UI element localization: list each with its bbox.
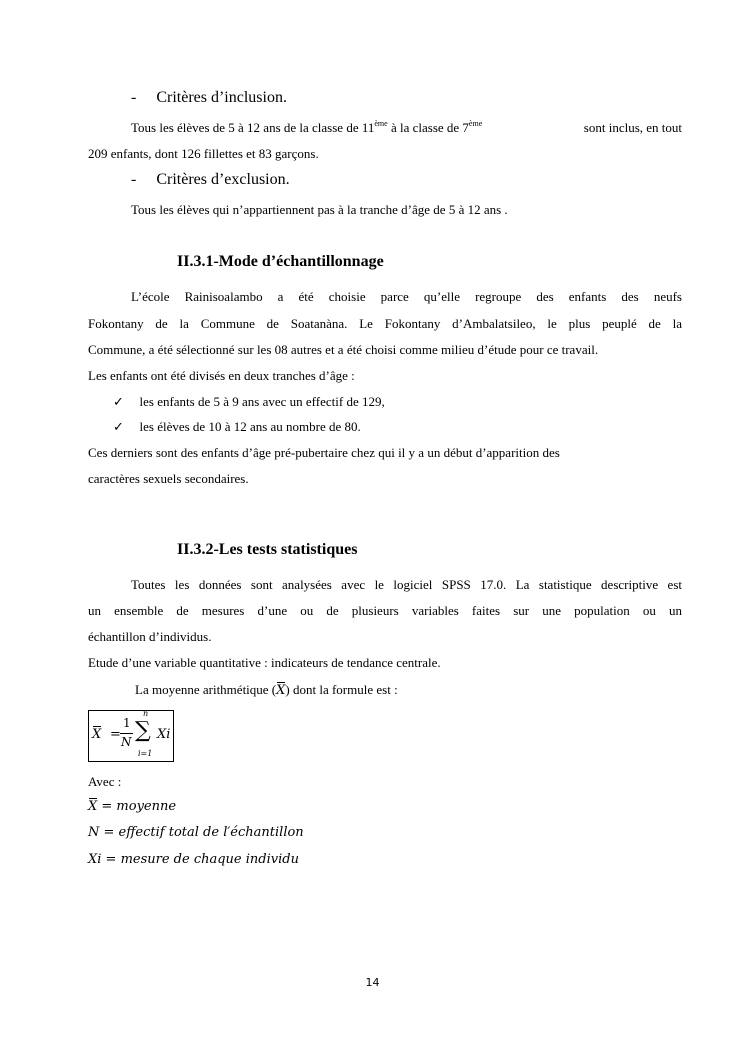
sum-lower-limit: i=1 — [138, 749, 153, 758]
stats-para-line3: échantillon d’individus. — [88, 629, 212, 644]
list-item-text: les élèves de 10 à 12 ans au nombre de 80. — [139, 419, 361, 434]
avec-label: Avec : — [88, 774, 122, 789]
mean-intro-line — [135, 682, 398, 699]
inclusion-text-c: sont inclus, en tout — [583, 120, 682, 135]
formula-equals: = — [110, 727, 121, 742]
legend-n: N = effectif total de l′échantillon — [88, 825, 304, 840]
checkmark-icon: ✓ — [113, 394, 124, 409]
inclusion-heading: Critères d’inclusion. — [156, 89, 287, 106]
legend-mean-text: = moyenne — [97, 799, 177, 814]
formula-lhs-xbar: X — [92, 727, 102, 742]
exclusion-heading-line — [131, 172, 290, 188]
list-item-text: les enfants de 5 à 9 ans avec un effectif de 129, — [139, 394, 385, 409]
closing-line2: caractères sexuels secondaires. — [88, 471, 249, 486]
mean-intro-after: ) dont la formule est : — [285, 682, 398, 697]
closing-line1: Ces derniers sont des enfants d’âge pré-pubertaire chez qui il y a un début d’apparition des — [88, 445, 560, 460]
quantitative-study-line: Etude d’une variable quantitative : indicateurs de tendance centrale. — [88, 655, 441, 670]
legend-xbar: X — [88, 799, 98, 814]
sum-upper-limit: n — [143, 709, 149, 718]
inclusion-dash: - — [131, 89, 137, 106]
inclusion-text-a: Tous les élèves de 5 à 12 ans de la classe de 11 — [131, 120, 375, 135]
sampling-para-line2: Fokontany de la Commune de Soatanàna. Le Fokontany d’Ambalatsileo, le plus peuplé de la — [88, 316, 682, 331]
formula-numerator: 1 — [123, 716, 131, 730]
sampling-para-line3: Commune, a été sélectionné sur les 08 autres et a été choisi comme milieu d’étude pour ce travail. — [88, 342, 599, 357]
age-groups-intro: Les enfants ont été divisés en deux tranches d’âge : — [88, 368, 355, 383]
sampling-para-line1: L’école Rainisoalambo a été choisie parce qu’elle regroupe des enfants des neufs — [131, 289, 682, 304]
exclusion-text: Tous les élèves qui n’appartiennent pas à la tranche d’âge de 5 à 12 ans . — [131, 202, 508, 217]
superscript-eme-2: ème — [468, 119, 483, 128]
legend-xi: Xi = mesure de chaque individu — [88, 852, 299, 867]
inclusion-text-b: à la classe de 7 — [387, 120, 469, 135]
section-title-stats: II.3.2-Les tests statistiques — [177, 541, 358, 558]
list-item — [113, 394, 385, 410]
page-number: 14 — [365, 976, 380, 989]
summation-icon: ∑ — [135, 718, 151, 743]
list-item — [113, 419, 361, 435]
stats-para-line2: un ensemble de mesures d’une ou de plusieurs variables faites sur une population ou un — [88, 603, 682, 618]
exclusion-heading: Critères d’exclusion. — [156, 171, 290, 188]
mean-formula-box — [88, 710, 174, 762]
formula-term: Xi — [157, 727, 171, 742]
section-title-sampling: II.3.1-Mode d’échantillonnage — [177, 253, 384, 270]
fraction-bar — [120, 733, 133, 734]
superscript-eme-1: ème — [374, 119, 388, 128]
inclusion-paragraph-line2: 209 enfants, dont 126 fillettes et 83 garçons. — [88, 146, 319, 161]
mean-intro-before: La moyenne arithmétique ( — [135, 682, 277, 697]
stats-para-line1: Toutes les données sont analysées avec le logiciel SPSS 17.0. La statistique descriptive est — [131, 577, 682, 592]
x-bar-symbol: X — [276, 683, 286, 698]
legend-mean — [88, 799, 176, 815]
checkmark-icon: ✓ — [113, 419, 124, 434]
exclusion-dash: - — [131, 171, 137, 188]
inclusion-paragraph-line1 — [131, 120, 682, 136]
formula-denominator: N — [121, 735, 132, 749]
inclusion-heading-line — [131, 90, 287, 106]
